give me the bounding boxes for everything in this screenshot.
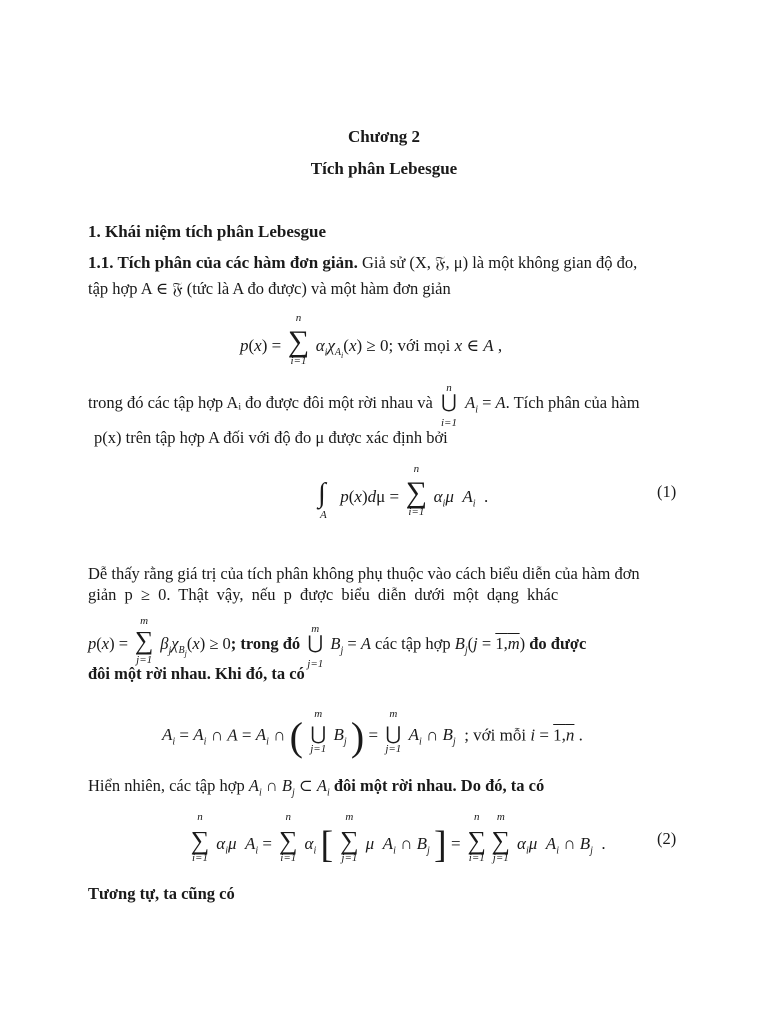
p3-text-a: ; trong đó — [230, 634, 301, 653]
equation-1-number: (1) — [657, 482, 677, 501]
section-title: 1. Khái niệm tích phân Lebesgue — [88, 222, 327, 241]
paragraph-3-line-2: giản p ≥ 0. Thật vậy, nếu p được biểu diễn dưới một dạng khác — [88, 585, 559, 604]
paragraph-5: Tương tự, ta cũng có — [88, 884, 235, 903]
subsection-title: 1.1. Tích phân của các hàm đơn giản. — [88, 253, 358, 272]
chapter-title: Tích phân Lebesgue — [310, 159, 458, 178]
paragraph-3-line-4: đôi một rời nhau. Khi đó, ta có — [88, 664, 305, 683]
p4-text: Hiển nhiên, các tập hợp — [88, 776, 245, 795]
paragraph-4: Hiển nhiên, các tập hợp $A_i$ ∩ $B_j$ ⊂ $A_i$ đôi một rời nhau. Do đó, ta có — [88, 776, 545, 799]
equation-1: ∫ A p(x)dμ = n ∑ i=1 $\alpha_i\mu$ $A_i$ . — [318, 463, 489, 521]
paragraph-1-tail: Giả sử (X, 𝔉, μ) là một không gian độ đo, — [361, 253, 638, 272]
eq-a-text: ; với mỗi — [464, 725, 527, 745]
equation-2-number: (2) — [657, 829, 677, 848]
paragraph-2-line-2: p(x) trên tập hợp A đối với độ đo μ được xác định bởi — [94, 428, 448, 447]
paragraph-1 — [88, 253, 637, 273]
p3-text-c: đo được — [529, 634, 587, 653]
equation-2: n ∑ i=1 $\alpha_i\mu$ $A_i$ = n ∑ i=1 $\alpha_i$ [ m ∑ j=1 μ $A_i$ ∩ $B_j$ ] = n ∑ i=1 m ∑ j=1 $\alpha_i\mu$ $A_i$ ∩ $B_j$ . — [190, 810, 606, 866]
chapter-number: Chương 2 — [347, 127, 421, 146]
equation-set-decomposition: $A_i = A_i$ ∩ $A = A_i$ ∩ ( m ⋃ j=1 $B_j$ ) = m ⋃ j=1 $A_i$ ∩ $B_j$ ; với mỗi i = 1,n . — [162, 708, 583, 759]
p4-tail-text: đôi một rời nhau. Do đó, ta có — [333, 776, 545, 795]
paragraph-3-line-3: p(x) = m ∑ j=1 $\beta_j\chi_{B_j}(x) \ge 0$; trong đó m ⋃ j=1 $B_j = A$ các tập hợp $B_j(j = 1,m)$ đo được — [88, 615, 587, 670]
p2-text-b: . Tích phân của hàm — [505, 393, 640, 412]
paragraph-3-line-1: Dễ thấy rằng giá trị của tích phân không phụ thuộc vào cách biểu diễn của hàm đơn — [88, 564, 640, 583]
paragraph-1-line-2: tập hợp A ∈ 𝔉 (tức là A đo được) và một hàm đơn giản — [88, 279, 451, 298]
p3-text-b: các tập hợp — [375, 634, 451, 653]
paragraph-2-line-1: trong đó các tập hợp Aᵢ đo được đôi một rời nhau và n ⋃ i=1 $A_i = A$. Tích phân của hàm — [88, 382, 640, 429]
p2-text-a: trong đó các tập hợp Aᵢ đo được đôi một rời nhau và — [88, 393, 433, 412]
equation-simple-function: p(x) = n ∑ i=1 $\alpha_i\chi_{A_i}(x) \ge 0$; với mọi x ∈ A , — [240, 312, 503, 367]
